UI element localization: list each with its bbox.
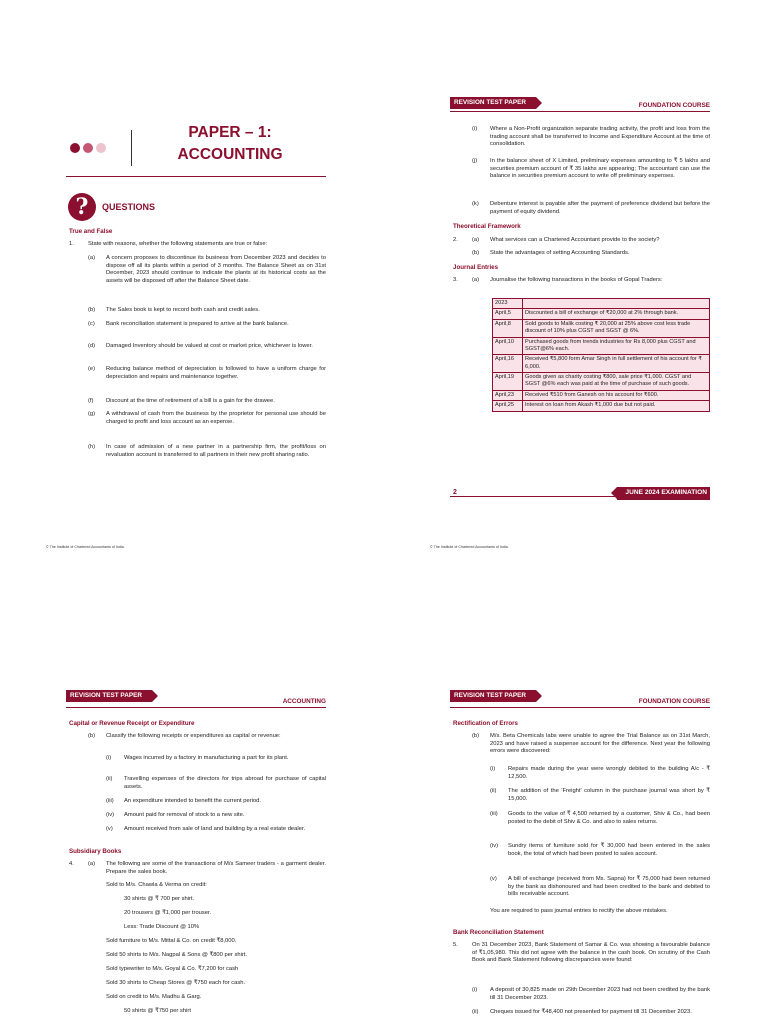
q2-number: 2.: [453, 237, 458, 243]
q2b-label: (b): [472, 250, 480, 256]
transaction-line: Less: Trade Discount @ 10%: [124, 924, 200, 930]
sub-label: (i): [106, 755, 112, 761]
item-label: (k): [472, 201, 479, 207]
sub-label: (v): [490, 876, 497, 882]
paper-title: [150, 122, 310, 165]
item-text: A concern proposes to discontinue its business from December 2023 and decides to dispose off all its plants within a period of 3 months. The Balance Sheet as on 31st December, 2023 should continue to indicate the plants at its historical costs as the assets will be disposed off after the Balance Sheet date.: [106, 255, 326, 284]
item-label: (i): [472, 126, 478, 132]
item-text: Reducing balance method of depreciation is followed to have a uniform charge for depreciation and repairs and maintenance together.: [106, 366, 326, 380]
transaction-cell: Interest on loan from Akash ₹1,000 due but not paid.: [523, 401, 710, 411]
table-row: [493, 309, 710, 319]
q5-number: 5.: [453, 942, 458, 948]
transaction-line: Sold furniture to M/s. Mittal & Co. on credit ₹8,000.: [106, 938, 237, 944]
dot-light: [96, 143, 106, 153]
item-label: (c): [88, 321, 95, 327]
sub-text: Sundry items of furniture sold for ₹ 30,000 had been entered in the sales book, the total of which had been posted to sales account.: [508, 843, 710, 857]
q4a-text: The following are some of the transactions of M/s Sameer traders - a garment dealer. Prepare the sales book.: [106, 861, 326, 875]
paper-subject: ACCOUNTING: [177, 145, 283, 163]
sub-label: (iv): [106, 812, 115, 818]
qb-label: (b): [472, 733, 480, 739]
sub-label: (iii): [490, 811, 498, 817]
item-text: Damaged Inventory should be valued at cost or market price, whichever is lower.: [106, 343, 313, 349]
sub-label: (iii): [106, 798, 114, 804]
item-text: The Sales book is kept to record both cash and credit sales.: [106, 307, 260, 313]
questions-heading: QUESTIONS: [102, 202, 156, 212]
table-row: [493, 373, 710, 391]
sub-text: Cheques issued for ₹48,400 not presented for payment till 31 December 2023.: [490, 1009, 692, 1015]
item-text: Where a Non-Profit organization separate trading activity, the profit and loss from the trading account shall be transferred to Income and Expenditure Account at the time of consolidation.: [490, 126, 710, 148]
section-capital-revenue: Capital or Revenue Receipt or Expenditure: [69, 720, 195, 727]
item-text: In the balance sheet of X Limited, preliminary expenses amounting to ₹ 5 lakhs and securities premium account of ₹ 35 lakhs are appearing; The accountant can use the balance in securities premium account to write off preliminary expenses.: [490, 158, 710, 180]
paper-number: PAPER – 1:: [188, 124, 272, 141]
section-bank-reconciliation: Bank Reconciliation Statement: [453, 929, 544, 936]
item-label: (a): [88, 255, 96, 261]
header-rule: [450, 707, 710, 708]
transaction-cell: Discounted a bill of exchange of ₹20,000 at 2% through bank.: [523, 309, 710, 319]
transaction-line: Sold typewriter to M/s. Goyal & Co. ₹7,200 for cash: [106, 966, 239, 972]
page-1: [0, 0, 384, 549]
q4a-label: (a): [88, 861, 96, 867]
section-theoretical: Theoretical Framework: [453, 223, 521, 230]
date-cell: April,16: [493, 355, 523, 373]
qb-text: M/s. Beta Chemicals labs were unable to agree the Trial Balance as on 31st March, 2023 and have raised a suspense account for the difference. Next year the following errors were discovered:: [490, 733, 710, 755]
transaction-cell: Goods given as charity costing ₹800, sale price ₹1,000. CGST and SGST @6% each was paid at the time of purchase of such goods.: [523, 373, 710, 391]
item-label: (h): [88, 444, 96, 450]
header-banner: REVISION TEST PAPER: [66, 690, 152, 702]
q1-intro: State with reasons, whether the following statements are true or false:: [88, 241, 268, 247]
page-2: [384, 0, 768, 549]
page-number: 2: [453, 489, 457, 496]
title-divider: [131, 130, 132, 166]
item-text: In case of admission of a new partner in a partnership firm, the profit/loss on revaluation account is transferred to all partners in their new profit sharing ratio.: [106, 444, 326, 458]
q2b-text: State the advantages of setting Accounting Standards.: [490, 250, 630, 256]
page-4: [384, 512, 768, 1024]
qb-label: (b): [88, 733, 96, 739]
q4-number: 4.: [69, 861, 74, 867]
sub-text: An expenditure intended to benefit the current period.: [124, 798, 261, 804]
exam-banner: JUNE 2024 EXAMINATION: [617, 487, 710, 500]
item-label: (d): [88, 343, 96, 349]
q3-number: 3.: [453, 277, 458, 283]
header-banner: REVISION TEST PAPER: [450, 97, 536, 109]
header-rule: [450, 111, 710, 112]
table-row: [493, 299, 710, 309]
table-row: [493, 355, 710, 373]
date-cell: April,10: [493, 337, 523, 355]
date-cell: April,8: [493, 319, 523, 337]
closing-instruction: You are required to pass journal entries to rectify the above mistakes.: [490, 908, 668, 914]
item-text: Debenture interest is payable after the payment of preference dividend but before the payment of equity dividend.: [490, 201, 710, 215]
section-rectification: Rectification of Errors: [453, 720, 518, 727]
item-text: Bank reconciliation statement is prepared to arrive at the bank balance.: [106, 321, 289, 327]
dot-dark: [70, 143, 80, 153]
sub-label: (ii): [490, 788, 497, 794]
q2a-label: (a): [472, 237, 480, 243]
header-rule: [66, 707, 326, 708]
copyright: © The Institute of Chartered Accountants of India: [430, 545, 508, 549]
q1-number: 1.: [69, 241, 74, 247]
course-label: ACCOUNTING: [282, 698, 326, 705]
sub-label: (iv): [490, 843, 499, 849]
sub-text: Goods to the value of ₹ 4,500 returned by a customer, Shiv & Co., had been posted to the debit of Shiv & Co. and also to sales returns.: [508, 811, 710, 825]
transaction-line: Sold on credit to M/s. Madhu & Garg.: [106, 994, 202, 1000]
year-cell: 2023: [493, 299, 523, 309]
course-label: FOUNDATION COURSE: [638, 102, 710, 109]
transaction-cell: Sold goods to Malik costing ₹ 20,000 at 25% above cost less trade discount of 10% plus CGST and SGST @ 6%.: [523, 319, 710, 337]
table-row: [493, 319, 710, 337]
qb-text: Classify the following receipts or expenditures as capital or revenue:: [106, 733, 281, 739]
transaction-line: 50 shirts @ ₹750 per shirt: [124, 1008, 191, 1014]
sub-text: Amount received from sale of land and building by a real estate dealer.: [124, 826, 306, 832]
date-cell: April,23: [493, 390, 523, 400]
title-rule: [66, 176, 326, 177]
decorative-dots: [70, 143, 109, 157]
section-subsidiary-books: Subsidiary Books: [69, 848, 122, 855]
sub-text: Travelling expenses of the directors for trips abroad for purchase of capital assets.: [124, 776, 326, 790]
course-label: FOUNDATION COURSE: [638, 698, 710, 705]
item-label: (e): [88, 366, 96, 372]
transaction-cell: Received ₹5,800 form Amar Singh in full settlement of his account for ₹ 6,000.: [523, 355, 710, 373]
table-row: [493, 337, 710, 355]
section-journal: Journal Entries: [453, 264, 499, 271]
q3a-text: Journalise the following transactions in the books of Gopal Traders:: [490, 277, 663, 283]
transaction-line: Sold 30 shirts to Cheap Stores @ ₹750 each for cash.: [106, 980, 246, 986]
section-true-false: True and False: [69, 228, 113, 235]
transaction-line: Sold 50 shirts to M/s. Nagpal & Sons @ ₹800 per shirt.: [106, 952, 248, 958]
table-row: [493, 390, 710, 400]
item-label: (j): [472, 158, 478, 164]
sub-text: Wages incurred by a factory in manufacturing a part for its plant.: [124, 755, 289, 761]
sub-label: (ii): [472, 1009, 479, 1015]
sub-label: (v): [106, 826, 113, 832]
transaction-line: 30 shirts @ ₹ 700 per shirt.: [124, 896, 195, 902]
transaction-line: Sold to M/s. Chawla & Verma on credit:: [106, 882, 207, 888]
table-row: [493, 401, 710, 411]
transaction-cell: Received ₹510 from Ganesh on his account for ₹600.: [523, 390, 710, 400]
sub-label: (ii): [106, 776, 113, 782]
sub-text: A deposit of 30,825 made on 29th December 2023 had not been credited by the bank till 31 December 2023.: [490, 987, 710, 1001]
item-label: (f): [88, 398, 94, 404]
item-text: A withdrawal of cash from the business by the proprietor for personal use should be charged to profit and loss account as an expense.: [106, 411, 326, 425]
item-label: (g): [88, 411, 96, 417]
item-label: (b): [88, 307, 96, 313]
sub-text: Amount paid for removal of stock to a new site.: [124, 812, 245, 818]
copyright: © The Institute of Chartered Accountants of India: [46, 545, 124, 549]
item-text: Discount at the time of retirement of a bill is a gain for the drawee.: [106, 398, 275, 404]
q5-text: On 31 December 2023, Bank Statement of Samar & Co. was showing a favourable balance of ₹1,05,980. This did not agree with the balance in the cash book. On scrutiny of the Cash Book and Bank Statement following discrepancies were found:: [472, 942, 710, 964]
date-cell: April,25: [493, 401, 523, 411]
transaction-line: 20 trousers @ ₹1,000 per trouser.: [124, 910, 212, 916]
sub-text: A bill of exchange (received from Ms. Sapna) for ₹ 75,000 had been returned by the bank as dishonoured and had been credited to the bank and debited to bills receivable account.: [508, 876, 710, 898]
header-banner: REVISION TEST PAPER: [450, 690, 536, 702]
question-mark-icon: ?: [68, 193, 96, 221]
sub-text: The addition of the 'Freight' column in the purchase journal was short by ₹ 15,000.: [508, 788, 710, 802]
sub-label: (i): [490, 766, 496, 772]
journal-table: [492, 298, 710, 412]
date-cell: April,5: [493, 309, 523, 319]
date-cell: April,19: [493, 373, 523, 391]
q3a-label: (a): [472, 277, 480, 283]
sub-text: Repairs made during the year were wrongly debited to the building A/c - ₹ 12,500.: [508, 766, 710, 780]
page-3: [0, 512, 384, 1024]
transaction-cell: Purchased goods from trends industries for Rs 8,000 plus CGST and SGST@6% each.: [523, 337, 710, 355]
blank-cell: [523, 299, 710, 309]
q2a-text: What services can a Chartered Accountant provide to the society?: [490, 237, 660, 243]
dot-mid: [83, 143, 93, 153]
sub-label: (i): [472, 987, 478, 993]
